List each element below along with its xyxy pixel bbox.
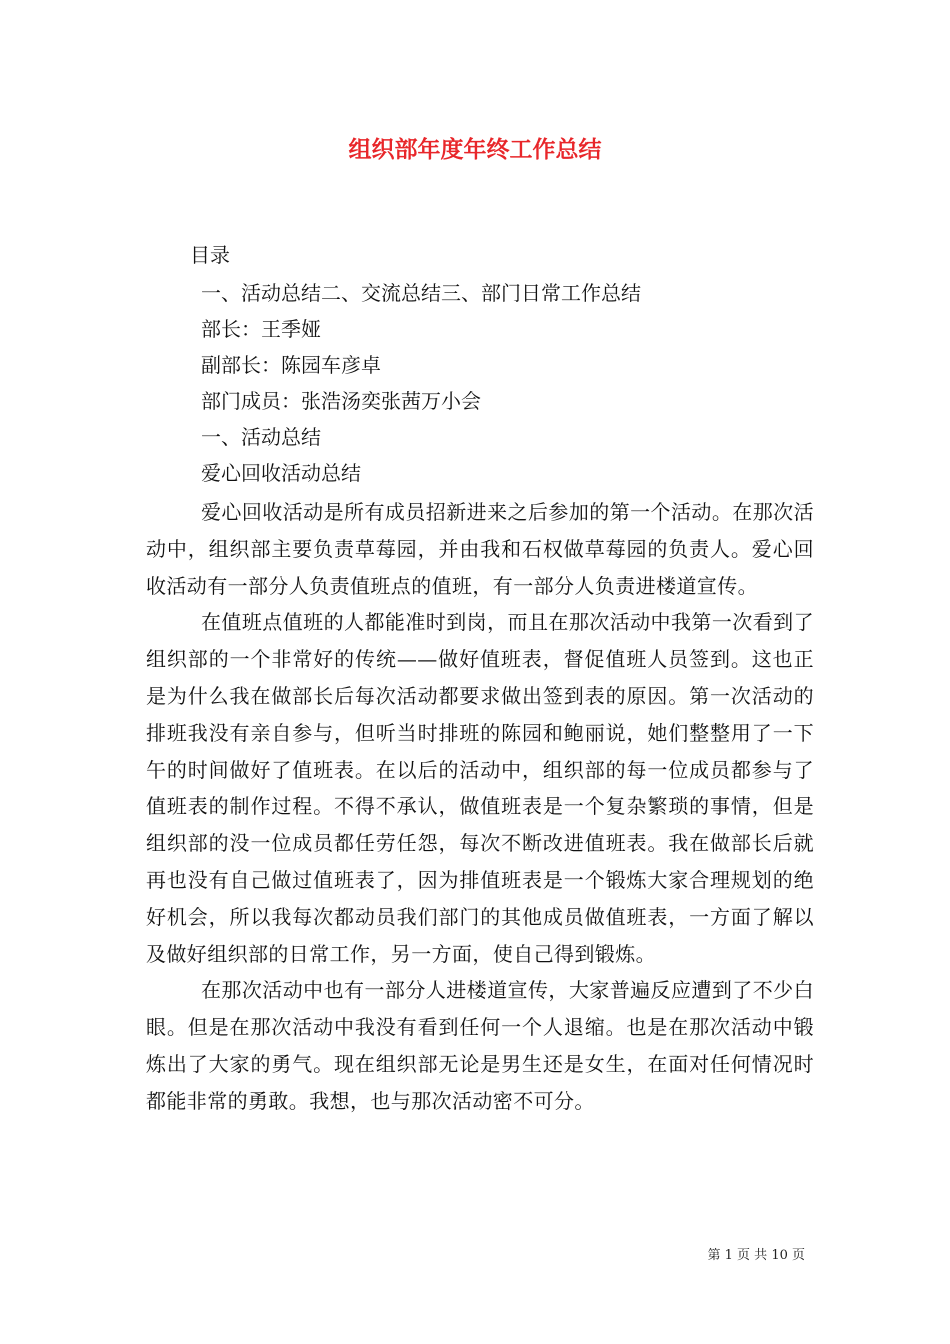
- toc-line: 一、活动总结二、交流总结三、部门日常工作总结: [201, 281, 641, 305]
- document-title: 组织部年度年终工作总结: [348, 136, 602, 163]
- body-text: [146, 494, 814, 1120]
- paragraph-1: 爱心回收活动是所有成员招新进来之后参加的第一个活动。在那次活动中，组织部主要负责草莓园，并由我和石权做草莓园的负责人。爱心回收活动有一部分人负责值班点的值班，有一部分人负责进楼道宣传。: [146, 500, 814, 598]
- vice-minister-line: 副部长：陈园车彦卓: [201, 353, 381, 377]
- paragraph-2: 在值班点值班的人都能准时到岗，而且在那次活动中我第一次看到了组织部的一个非常好的传统——做好值班表，督促值班人员签到。这也正是为什么我在做部长后每次活动都要求做出签到表的原因。第一次活动的排班我没有亲自参与，但听当时排班的陈园和鲍丽说，她们整整用了一下午的时间做好了值班表。在以后的活动中，组织部的每一位成员都参与了值班表的制作过程。不得不承认，做值班表是一个复杂繁琐的事情，但是组织部的没一位成员都任劳任怨，每次不断改进值班表。我在做部长后就再也没有自己做过值班表了，因为排值班表是一个锻炼大家合理规划的绝好机会，所以我每次都动员我们部门的其他成员做值班表，一方面了解以及做好组织部的日常工作，另一方面，使自己得到锻炼。: [146, 610, 814, 966]
- toc-heading: 目录: [190, 243, 230, 267]
- section-heading: 一、活动总结: [201, 425, 321, 449]
- minister-line: 部长：王季娅: [201, 317, 321, 341]
- members-line: 部门成员：张浩汤奕张茜万小会: [201, 389, 481, 413]
- subsection-heading: 爱心回收活动总结: [201, 461, 361, 485]
- page-footer: 第 1 页 共 10 页: [707, 1248, 805, 1263]
- header-block: [201, 279, 841, 495]
- paragraph-3: 在那次活动中也有一部分人进楼道宣传，大家普遍反应遭到了不少白眼。但是在那次活动中我没有看到任何一个人退缩。也是在那次活动中锻炼出了大家的勇气。现在组织部无论是男生还是女生，在面对任何情况时都能非常的勇敢。我想，也与那次活动密不可分。: [146, 978, 814, 1113]
